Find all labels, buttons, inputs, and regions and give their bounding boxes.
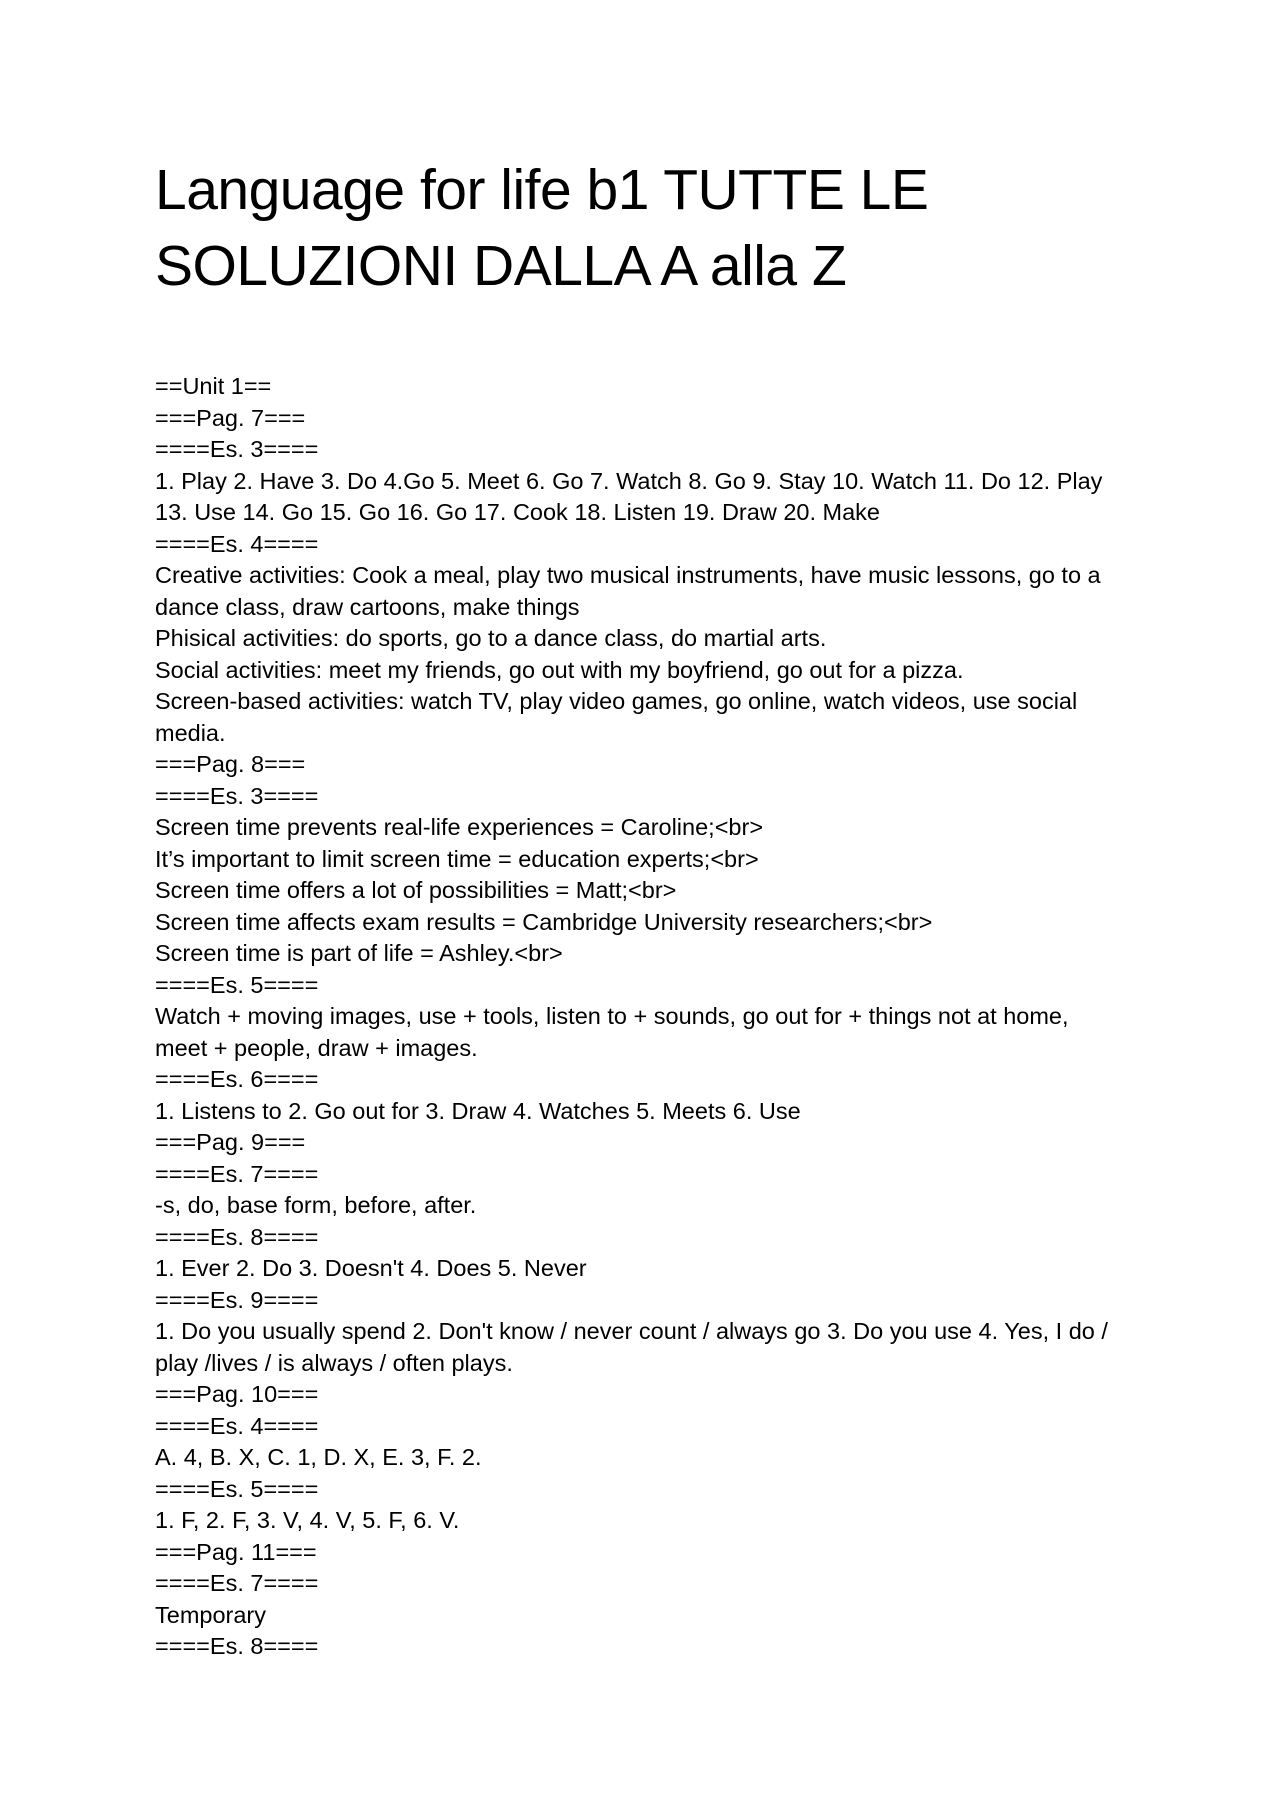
text-line: It’s important to limit screen time = education experts;<br> bbox=[155, 845, 759, 872]
text-line: ===Pag. 11=== bbox=[155, 1538, 317, 1565]
text-line: Screen time affects exam results = Cambridge University researchers;<br> bbox=[155, 908, 933, 935]
text-line: media. bbox=[155, 719, 226, 746]
text-line: play /lives / is always / often plays. bbox=[155, 1349, 513, 1376]
text-line: Screen time prevents real-life experiences = Caroline;<br> bbox=[155, 814, 764, 840]
text-line: ====Es. 8==== bbox=[155, 1633, 319, 1659]
text-line: Screen-based activities: watch TV, play video games, go online, watch videos, use social bbox=[155, 688, 1078, 714]
text-line: ====Es. 5==== bbox=[155, 971, 319, 998]
text-line: ===Pag. 8=== bbox=[155, 751, 306, 777]
text-line: ====Es. 5==== bbox=[155, 1475, 319, 1502]
text-line: ====Es. 4==== bbox=[155, 1412, 319, 1439]
text-line: Social activities: meet my friends, go out with my boyfriend, go out for a pizza. bbox=[155, 656, 964, 683]
text-line: Creative activities: Cook a meal, play two musical instruments, have music lessons, go to a bbox=[155, 562, 1101, 588]
text-line: ==Unit 1== bbox=[155, 373, 272, 399]
text-line: ====Es. 4==== bbox=[155, 530, 319, 557]
text-line: ===Pag. 7=== bbox=[155, 404, 306, 431]
text-line: 1. Play 2. Have 3. Do 4.Go 5. Meet 6. Go 7. Watch 8. Go 9. Stay 10. Watch 11. Do 12. Play bbox=[155, 467, 1103, 494]
text-line: 13. Use 14. Go 15. Go 16. Go 17. Cook 18. Listen 19. Draw 20. Make bbox=[155, 499, 880, 525]
text-line: ===Pag. 9=== bbox=[155, 1129, 306, 1155]
title-line-2: SOLUZIONI DALLA A alla Z bbox=[155, 234, 847, 298]
text-line: Phisical activities: do sports, go to a dance class, do martial arts. bbox=[155, 625, 827, 651]
text-line: 1. F, 2. F, 3. V, 4. V, 5. F, 6. V. bbox=[155, 1507, 460, 1533]
text-line: ====Es. 9==== bbox=[155, 1286, 319, 1313]
text-line: ====Es. 3==== bbox=[155, 782, 319, 809]
text-line: 1. Listens to 2. Go out for 3. Draw 4. Watches 5. Meets 6. Use bbox=[155, 1097, 801, 1124]
text-line: Screen time offers a lot of possibilities = Matt;<br> bbox=[155, 877, 677, 903]
text-line: ====Es. 7==== bbox=[155, 1160, 319, 1187]
text-line: -s, do, base form, before, after. bbox=[155, 1192, 477, 1218]
text-line: ===Pag. 10=== bbox=[155, 1381, 319, 1407]
text-line: Watch + moving images, use + tools, listen to + sounds, go out for + things not at home, bbox=[155, 1003, 1069, 1029]
document-title bbox=[155, 152, 1155, 304]
text-line: dance class, draw cartoons, make things bbox=[155, 593, 580, 620]
text-line: ====Es. 3==== bbox=[155, 436, 319, 462]
text-line: meet + people, draw + images. bbox=[155, 1034, 478, 1061]
text-line: Temporary bbox=[155, 1601, 267, 1628]
text-line: ====Es. 8==== bbox=[155, 1223, 319, 1250]
text-line: 1. Do you usually spend 2. Don't know / never count / always go 3. Do you use 4. Yes, I do / bbox=[155, 1318, 1108, 1344]
document-body bbox=[155, 371, 1135, 1663]
text-line: A. 4, B. X, C. 1, D. X, E. 3, F. 2. bbox=[155, 1444, 482, 1470]
text-line: 1. Ever 2. Do 3. Doesn't 4. Does 5. Never bbox=[155, 1255, 587, 1281]
text-line: ====Es. 7==== bbox=[155, 1570, 319, 1596]
text-line: ====Es. 6==== bbox=[155, 1066, 319, 1092]
text-line: Screen time is part of life = Ashley.<br> bbox=[155, 940, 563, 966]
title-line-1: Language for life b1 TUTTE LE bbox=[155, 158, 929, 222]
